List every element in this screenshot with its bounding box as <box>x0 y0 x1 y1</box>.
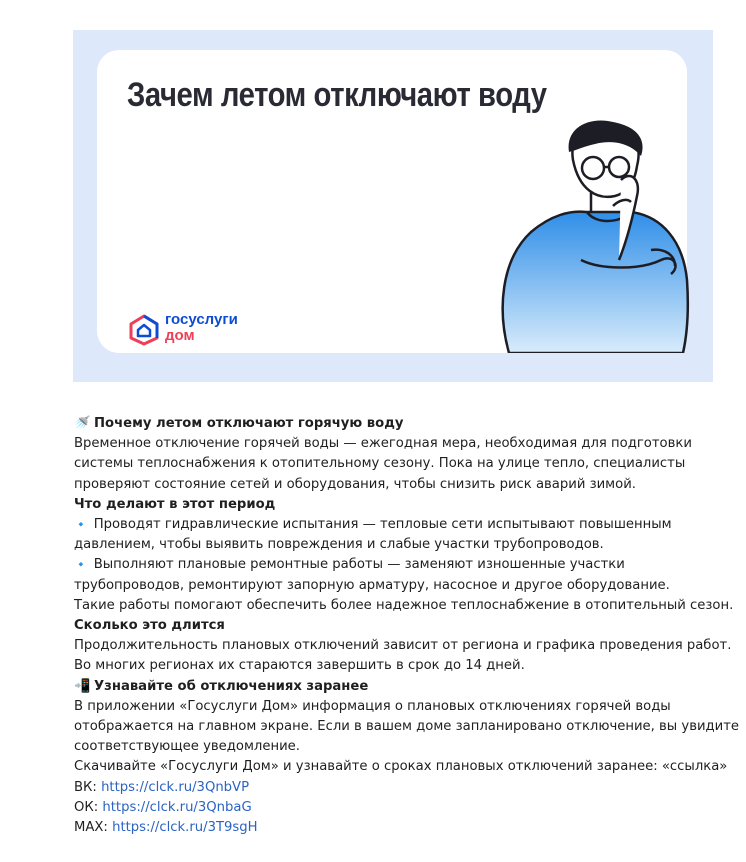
paragraph-line: трубопроводов, ремонтируют запорную арматуру, насосное и другое оборудование. <box>74 577 670 593</box>
section-heading-notify <box>74 677 734 697</box>
paragraph-line: отображается на главном экране. Если в вашем доме запланировано отключение, вы увидите <box>74 719 740 735</box>
article-body <box>74 414 740 838</box>
logo-line-2: дом <box>165 327 195 344</box>
paragraph-line: Продолжительность плановых отключений зависит от региона и графика проведения работ. <box>74 638 732 654</box>
bullet-text: Выполняют плановые ремонтные работы — заменяют изношенные участки <box>93 557 625 573</box>
paragraph-line: Во многих регионах их стараются завершить в срок до 14 дней. <box>74 658 525 674</box>
heading-text: Узнавайте об отключениях заранее <box>94 678 369 694</box>
link-row-max <box>74 818 734 838</box>
thinking-man-illustration <box>491 120 711 353</box>
link-label: MAX: <box>74 820 108 836</box>
link-row-ok <box>74 798 734 818</box>
house-logo-icon <box>129 314 159 346</box>
section-heading-why <box>74 414 734 434</box>
section-heading-period: Что делают в этот период <box>74 496 276 512</box>
bullet-item <box>74 515 734 535</box>
banner-card <box>97 50 687 353</box>
paragraph-line: соответствующее уведомление. <box>74 739 300 755</box>
logo-text <box>165 312 238 344</box>
paragraph-line: Временное отключение горячей воды — ежегодная мера, необходимая для подготовки <box>74 436 692 452</box>
paragraph-line: Скачивайте «Госуслуги Дом» и узнавайте о сроках плановых отключений заранее: «ссылка» <box>74 759 728 775</box>
link-row-vk <box>74 778 734 798</box>
bullet-item <box>74 555 734 575</box>
paragraph-line: системы теплоснабжения к отопительному сезону. Пока на улице тепло, специалисты <box>74 456 686 472</box>
paragraph-line: давлением, чтобы выявить повреждения и слабые участки трубопроводов. <box>74 537 604 553</box>
paragraph-line: Такие работы помогают обеспечить более надежное теплоснабжение в отопительный сезон. <box>74 597 734 613</box>
paragraph-line: проверяют состояние сетей и оборудования, чтобы снизить риск аварий зимой. <box>74 476 636 492</box>
shower-icon: 🚿 <box>74 416 91 431</box>
blue-diamond-icon: 🔹 <box>74 558 88 572</box>
ok-link[interactable]: https://clck.ru/3QnbaG <box>102 799 252 815</box>
mobile-phone-icon: 📲 <box>74 678 91 694</box>
banner-title: Зачем летом отключают воду <box>127 76 547 114</box>
heading-text: Почему летом отключают горячую воду <box>94 416 404 431</box>
link-label: ОК: <box>74 799 99 815</box>
link-label: ВК: <box>74 779 97 795</box>
max-link[interactable]: https://clck.ru/3T9sgH <box>112 820 258 836</box>
hero-banner <box>73 30 713 382</box>
bullet-text: Проводят гидравлические испытания — тепловые сети испытывают повышенным <box>93 517 672 533</box>
logo-line-1: госуслуги <box>165 311 238 328</box>
vk-link[interactable]: https://clck.ru/3QnbVP <box>101 779 250 795</box>
paragraph-line: В приложении «Госуслуги Дом» информация о плановых отключениях горячей воды <box>74 698 671 714</box>
blue-diamond-icon: 🔹 <box>74 518 88 532</box>
section-heading-duration: Сколько это длится <box>74 618 225 634</box>
